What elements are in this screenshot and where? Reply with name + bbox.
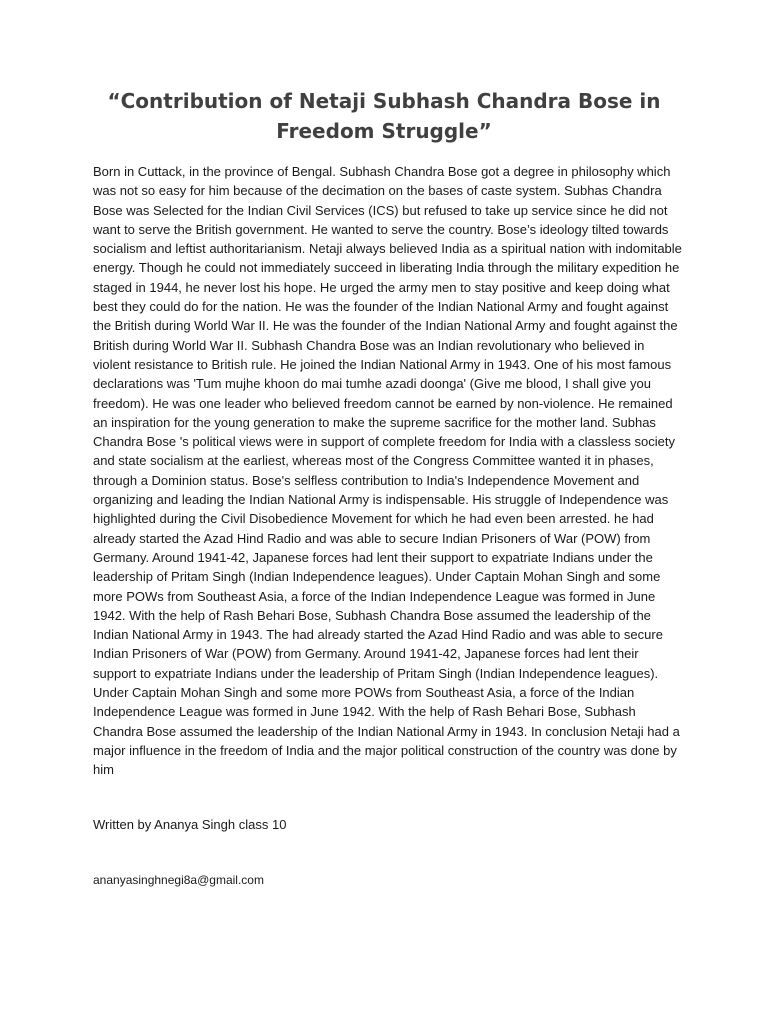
author-email: ananyasinghnegi8a@gmail.com [93,873,264,887]
page-title: “Contribution of Netaji Subhash Chandra Bose in Freedom Struggle” [107,89,661,143]
author-line: Written by Ananya Singh class 10 [93,817,287,832]
body-paragraph: Born in Cuttack, in the province of Bengal. Subhash Chandra Bose got a degree in philosophy which was not so easy for him because of the decimation on the bases of caste system. Subhas Chandra Bose was Selected for the Indian Civil Services (ICS) but refused to take up service since he did not want to serve the British government. He wanted to serve the country. Bose’s ideology tilted towards socialism and leftist authoritarianism. Netaji always believed India as a spiritual nation with indomitable energy. Though he could not immediately succeed in liberating India through the military expedition he staged in 1944, he never lost his hope. He urged the army men to stay positive and keep doing what best they could do for the nation. He was the founder of the Indian National Army and fought against the British during World War II. He was the founder of the Indian National Army and fought against the British during World War II. Subhash Chandra Bose was an Indian revolutionary who believed in violent resistance to British rule. He joined the Indian National Army in 1943. One of his most famous declarations was 'Tum mujhe khoon do mai tumhe azadi doonga' (Give me blood, I shall give you freedom). He was one leader who believed freedom cannot be earned by non-violence. He remained an inspiration for the young generation to make the supreme sacrifice for the mother land. Subhas Chandra Bose 's political views were in support of complete freedom for India with a classless society and state socialism at the earliest, whereas most of the Congress Committee wanted it in phases, through a Dominion status. Bose's selfless contribution to India's Independence Movement and organizing and leading the Indian National Army is indispensable. His struggle of Independence was highlighted during the Civil Disobedience Movement for which he had even been arrested. he had already started the Azad Hind Radio and was able to secure Indian Prisoners of War (POW) from Germany. Around 1941-42, Japanese forces had lent their support to expatriate Indians under the leadership of Pritam Singh (Indian Independence leagues). Under Captain Mohan Singh and some more POWs from Southeast Asia, a force of the Indian Independence League was formed in June 1942. With the help of Rash Behari Bose, Subhash Chandra Bose assumed the leadership of the Indian National Army in 1943. The had already started the Azad Hind Radio and was able to secure Indian Prisoners of War (POW) from Germany. Around 1941-42, Japanese forces had lent their support to expatriate Indians under the leadership of Pritam Singh (Indian Independence leagues). Under Captain Mohan Singh and some more POWs from Southeast Asia, a force of the Indian Independence League was formed in June 1942. With the help of Rash Behari Bose, Subhash Chandra Bose assumed the leadership of the Indian National Army in 1943. In conclusion Netaji had a major influence in the freedom of India and the major political construction of the country was done by him [93,164,682,778]
